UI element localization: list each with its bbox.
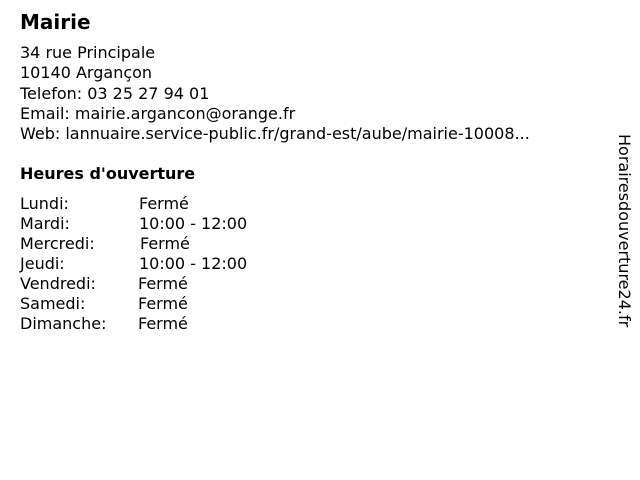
email-address: Email: mairie.argancon@orange.fr (20, 103, 296, 123)
day-label: Lundi: (20, 194, 69, 213)
day-label: Vendredi: (20, 274, 96, 293)
address-block (20, 43, 530, 144)
hours-value: Fermé (139, 194, 189, 213)
hours-value: Fermé (138, 274, 188, 293)
city-postcode: 10140 Argançon (20, 63, 153, 83)
day-label: Samedi: (20, 294, 86, 313)
day-label: Mercredi: (20, 234, 95, 253)
page-title: Mairie (20, 10, 91, 34)
hours-value: Fermé (140, 234, 190, 253)
day-label: Jeudi: (20, 254, 65, 273)
site-brand-text: Horairesdouverture24.fr (615, 134, 634, 328)
website-url: Web: lannuaire.service-public.fr/grand-est/aube/mairie-10008... (20, 124, 530, 144)
opening-hours-heading: Heures d'ouverture (20, 164, 196, 183)
site-brand-watermark (614, 134, 634, 374)
day-label: Mardi: (20, 214, 70, 233)
hours-value: 10:00 - 12:00 (139, 254, 248, 273)
hours-value: 10:00 - 12:00 (139, 214, 248, 233)
street-address: 34 rue Principale (20, 43, 156, 62)
hours-value: Fermé (138, 314, 188, 333)
day-label: Dimanche: (20, 314, 107, 333)
phone-number: Telefon: 03 25 27 94 01 (20, 83, 210, 103)
hours-value: Fermé (138, 294, 188, 313)
